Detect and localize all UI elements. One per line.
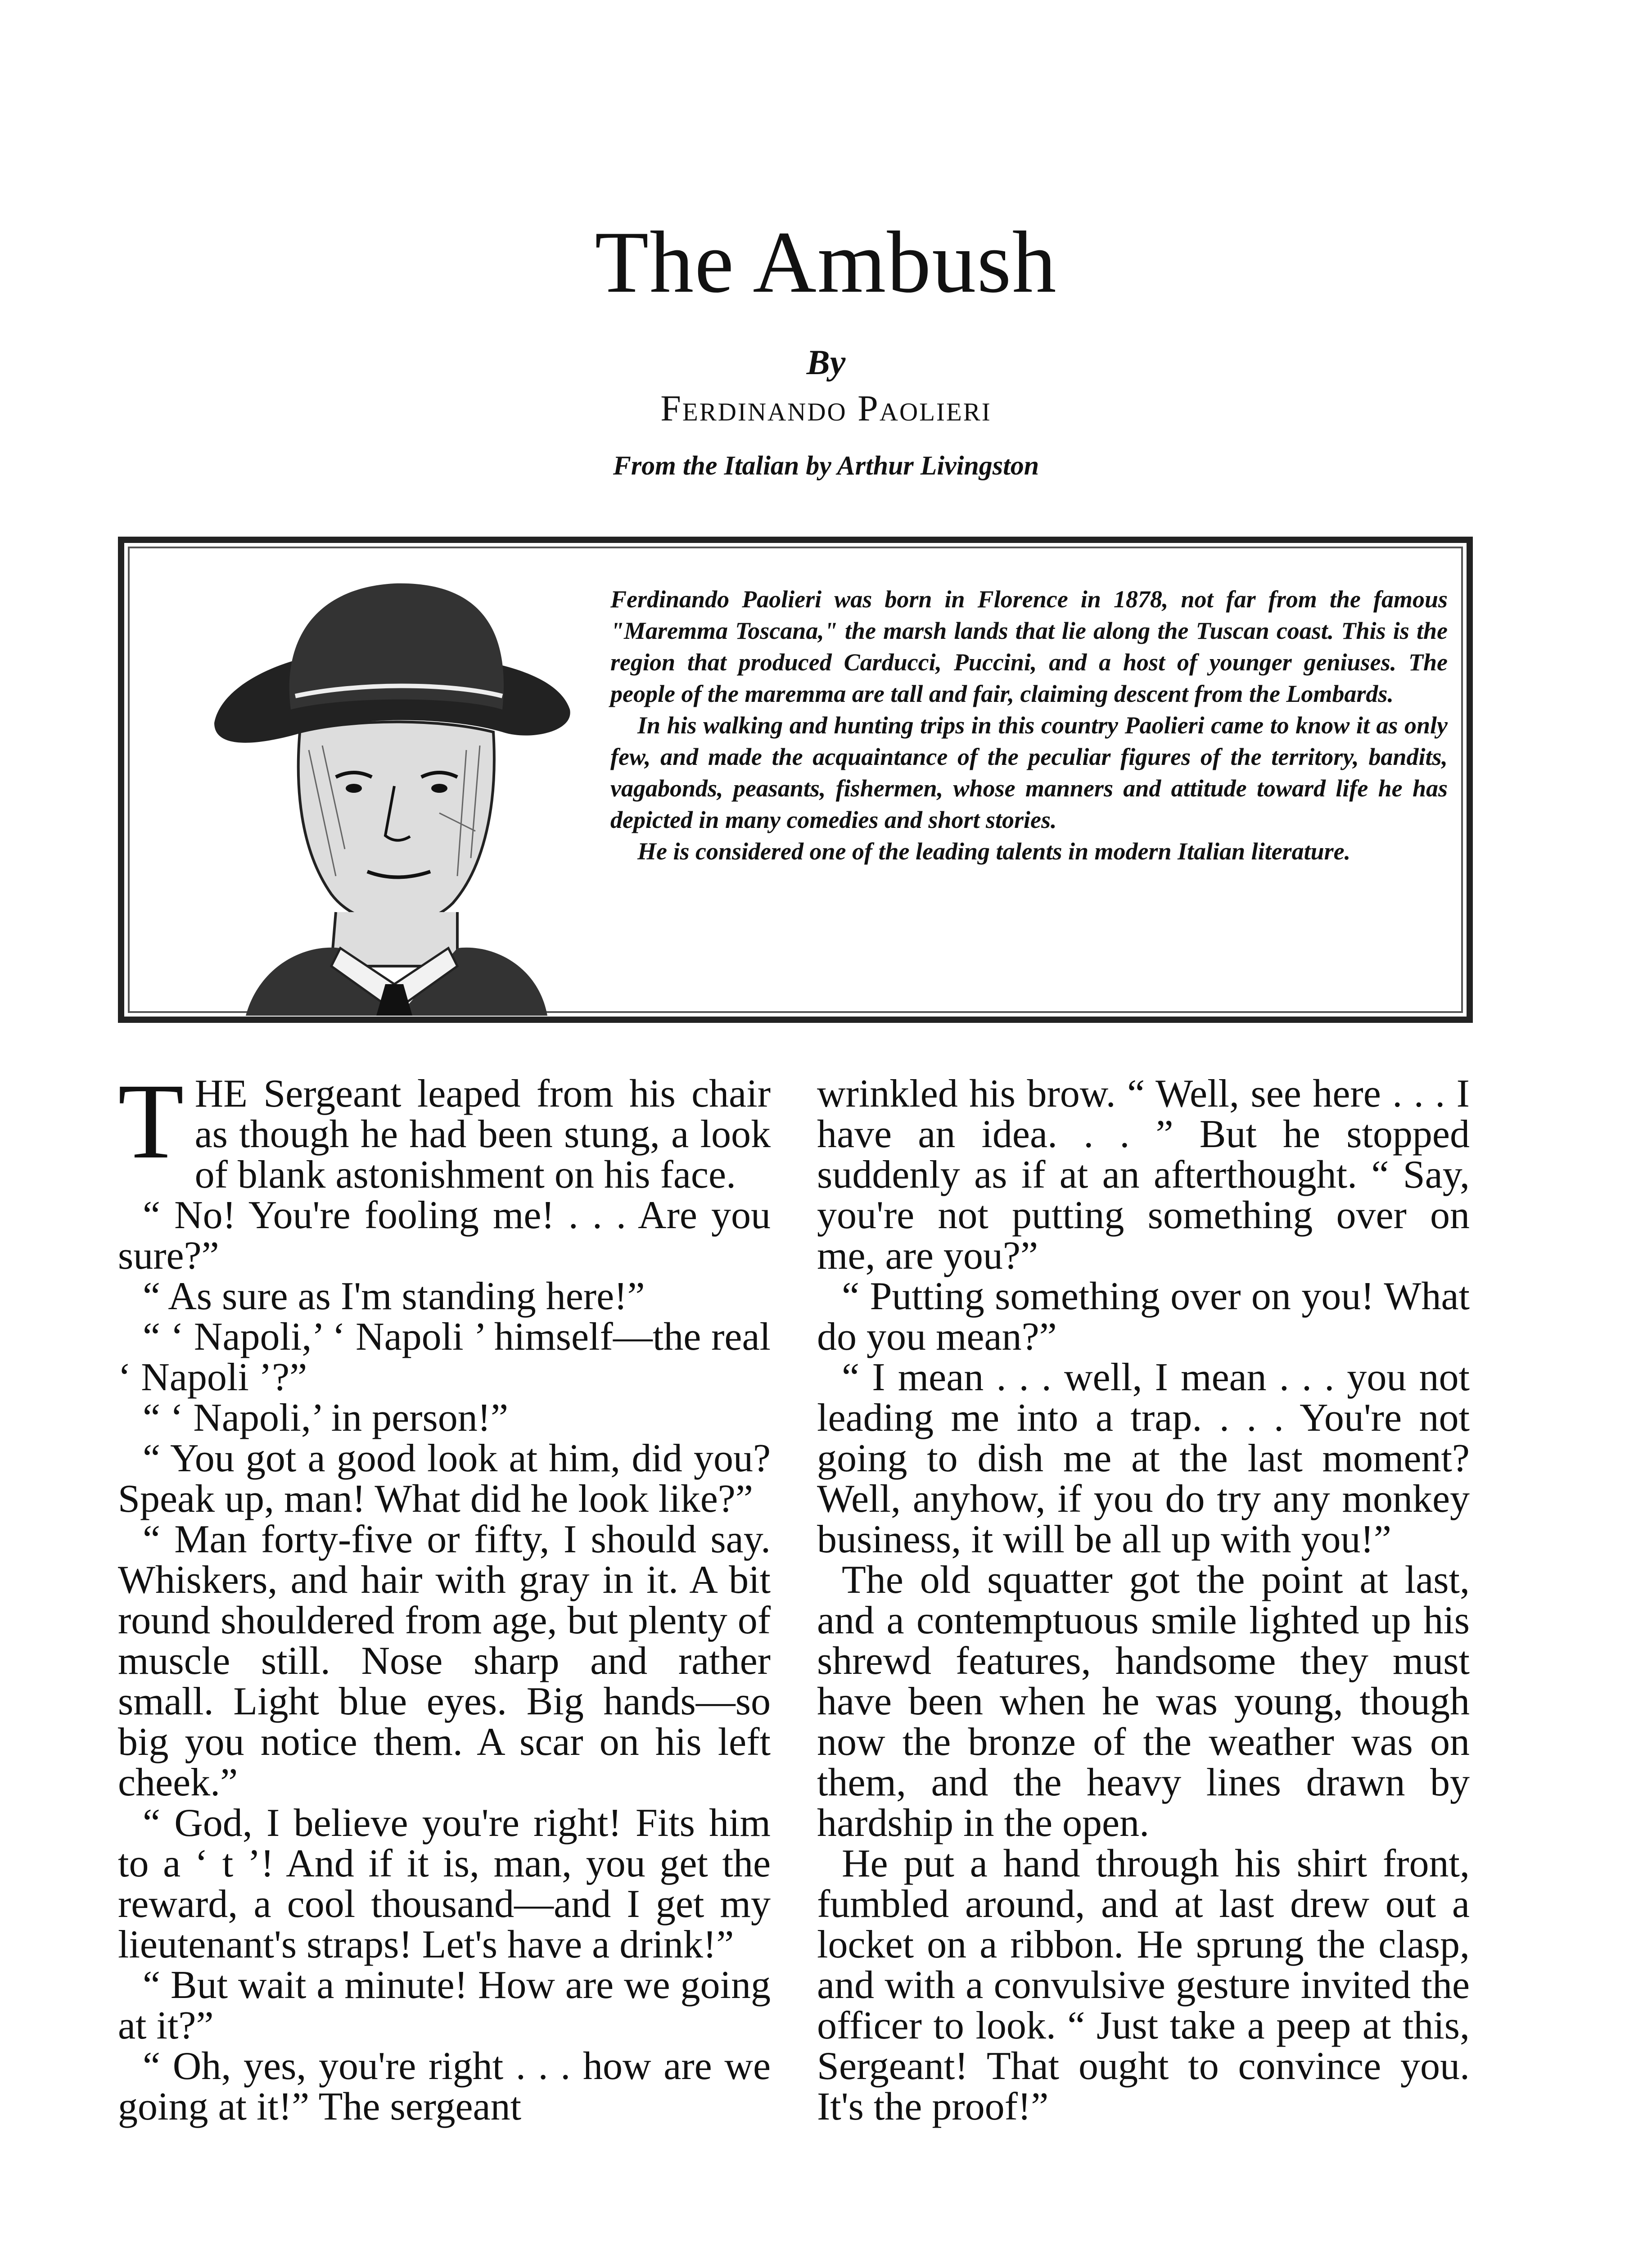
author-bio-text (610, 583, 1448, 867)
story-paragraph-text: HE Sergeant leaped from his chair as though he had been stung, a look of blank astonishment on his face. (194, 1072, 771, 1197)
bio-paragraph: Ferdinando Paolieri was born in Florence in 1878, not far from the famous "Maremma Toscana," the marsh lands that lie along the Tuscan coast. This is the region that produced Carducci, Puccini, and a host of younger geniuses. The people of the maremma are tall and fair, claiming descent from the Lombards. (610, 586, 1448, 707)
story-paragraph: The old squatter got the point at last, and a contemptuous smile lighted up his shrewd features, handsome they must have been when he was young, though now the bronze of the weather was on them, and the heavy lines drawn by hardship in the open. (817, 1558, 1470, 1845)
drop-cap: T (118, 1061, 184, 1181)
story-column-right (817, 1074, 1470, 2127)
story-paragraph: “ You got a good look at him, did you? Speak up, man! What did he look like?” (118, 1437, 771, 1521)
story-column-left (118, 1061, 771, 2129)
byline-by: By (806, 343, 846, 382)
story-paragraph: “ I mean . . . well, I mean . . . you not leading me into a trap. . . . You're not going to dish me at the last moment? Well, anyhow, if you do try any monkey business, it will be all up with you!” (817, 1356, 1470, 1561)
story-paragraph: “ But wait a minute! How are we going at it?” (118, 1963, 771, 2048)
story-paragraph: “ No! You're fooling me! . . . Are you sure?” (118, 1193, 771, 1278)
story-paragraph: “ Man forty-five or fifty, I should say. Whiskers, and hair with gray in it. A bit round shouldered from age, but plenty of muscle still. Nose sharp and rather small. Light blue eyes. Big hands—so big you notice them. A scar on his left cheek.” (118, 1518, 771, 1804)
bio-paragraph: He is considered one of the leading talents in modern Italian literature. (637, 838, 1351, 865)
story-paragraph: “ Oh, yes, you're right . . . how are we going at it!” The sergeant (118, 2044, 771, 2129)
story-title: The Ambush (595, 213, 1057, 311)
author-name: Ferdinando Paolieri (660, 388, 992, 429)
story-paragraph: He put a hand through his shirt front, fumbled around, and at last drew out a locket on a ribbon. He sprung the clasp, and with a convulsive gesture invited the officer to look. “ Just take a peep at this, Sergeant! That ought to convince you. It's the proof!” (817, 1842, 1470, 2129)
bio-paragraph: In his walking and hunting trips in this country Paolieri came to know it as only few, and made the acquaintance of the peculiar figures of the territory, bandits, vagabonds, peasants, fishermen, whose manners and attitude toward life he has depicted in many comedies and short stories. (610, 712, 1448, 833)
story-paragraph: “ Putting something over on you! What do you mean?” (817, 1275, 1470, 1359)
story-paragraph: “ ‘ Napoli,’ ‘ Napoli ’ himself—the real ‘ Napoli ’?” (118, 1315, 771, 1399)
story-paragraph (118, 1061, 771, 1197)
story-paragraph: “ God, I believe you're right! Fits him to a ‘ t ’! And if it is, man, you get the reward, a cool thousand—and I get my lieutenant's straps! Let's have a drink!” (118, 1801, 771, 1966)
story-paragraph: wrinkled his brow. “ Well, see here . . . I have an idea. . . ” But he stopped suddenly as if at an afterthought. “ Say, you're not putting something over on me, are you?” (817, 1072, 1470, 1278)
translator-credit: From the Italian by Arthur Livingston (613, 451, 1039, 480)
author-bio-box (118, 537, 1473, 1023)
author-portrait-image (187, 561, 592, 1016)
story-paragraph: “ As sure as I'm standing here!” (143, 1275, 645, 1318)
story-paragraph: “ ‘ Napoli,’ in person!” (143, 1396, 509, 1440)
